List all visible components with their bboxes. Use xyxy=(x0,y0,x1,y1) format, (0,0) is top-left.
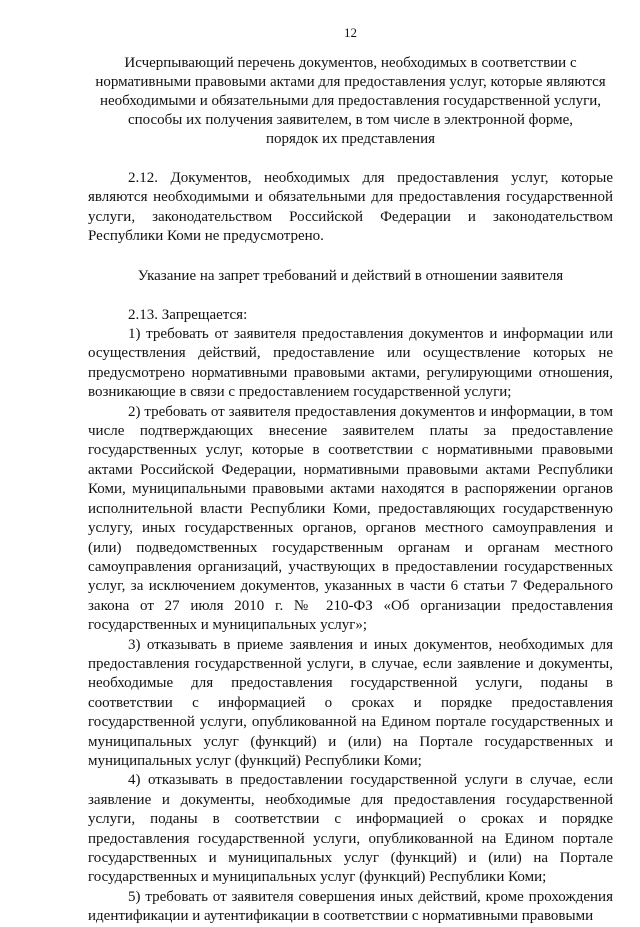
list-item-3: 3) отказывать в приеме заявления и иных документов, необходимых для предоставления государственной услуги, в случае, если заявление и документы, необходимые для предоставления государственной услуги, поданы в соответствии с информацией о сроках и порядке предоставления государственной услуги, опубликованной на Едином портале государственных и муниципальных услуг (функций) и (или) на Портале государственных и муниципальных услуг (функций) Республики Коми; xyxy=(88,636,613,769)
list-item-1: 1) требовать от заявителя предоставления документов и информации или осуществления действий, предоставление или осуществление которых не предусмотрено нормативными правовыми актами, регулирующими отношения, возникающие в связи с предоставлением государственной услуги; xyxy=(88,326,613,401)
paragraph-2-12: 2.12. Документов, необходимых для предоставления услуг, которые являются необходимыми и обязательными для предоставления государственной услуги, законодательством Российской Федерации и законодательством Республики Коми не предусмотрено. xyxy=(88,170,613,245)
list-item-4: 4) отказывать в предоставлении государственной услуги в случае, если заявление и документы, необходимые для предоставления государственной услуги, поданы в соответствии с информацией о сроках и порядке предоставления государственной услуги, опубликованной на Едином портале государственных и муниципальных услуг (функций) и (или) на Портале государственных и муниципальных услуг (функций) Республики Коми; xyxy=(88,772,613,886)
section-heading-prohibitions: Указание на запрет требований и действий в отношении заявителя xyxy=(137,267,564,284)
heading-line: порядок их представления xyxy=(265,131,436,147)
heading-line: способы их получения заявителем, в том числе в электронной форме, xyxy=(127,112,574,128)
page-number: 12 xyxy=(344,25,357,40)
heading-line: Исчерпывающий перечень документов, необходимых в соответствии с xyxy=(124,55,577,71)
heading-line: необходимыми и обязательными для предоставления государственной услуги, xyxy=(99,93,602,109)
section-heading-documents xyxy=(88,54,613,149)
paragraph-2-13-intro: 2.13. Запрещается: xyxy=(128,306,248,323)
list-item-2: 2) требовать от заявителя предоставления документов и информации, в том числе подтверждающих внесение заявителем платы за предоставление государственных услуг, которые в соответствии с нормативными правовыми актами Российской Федерации, нормативными правовыми актами Республики Коми, муниципальными правовыми актами находятся в распоряжении органов исполнительной власти Республики Коми, предоставляющих государственную услугу, иных государственных органов, органов местного самоуправления и (или) подведомственных государственным органам и органам местного самоуправления организаций, участвующих в предоставлении государственных услуг, за исключением документов, указанных в части 6 статьи 7 Федерального закона от 27 июля 2010 г. № 210-ФЗ «Об организации предоставления государственных и муниципальных услуг»; xyxy=(88,403,613,634)
document-page xyxy=(88,24,613,927)
heading-line: нормативными правовыми актами для предоставления услуг, которые являются xyxy=(95,74,606,90)
list-item-5: 5) требовать от заявителя совершения иных действий, кроме прохождения идентификации и аутентификации в соответствии с нормативными правовыми xyxy=(88,888,613,925)
